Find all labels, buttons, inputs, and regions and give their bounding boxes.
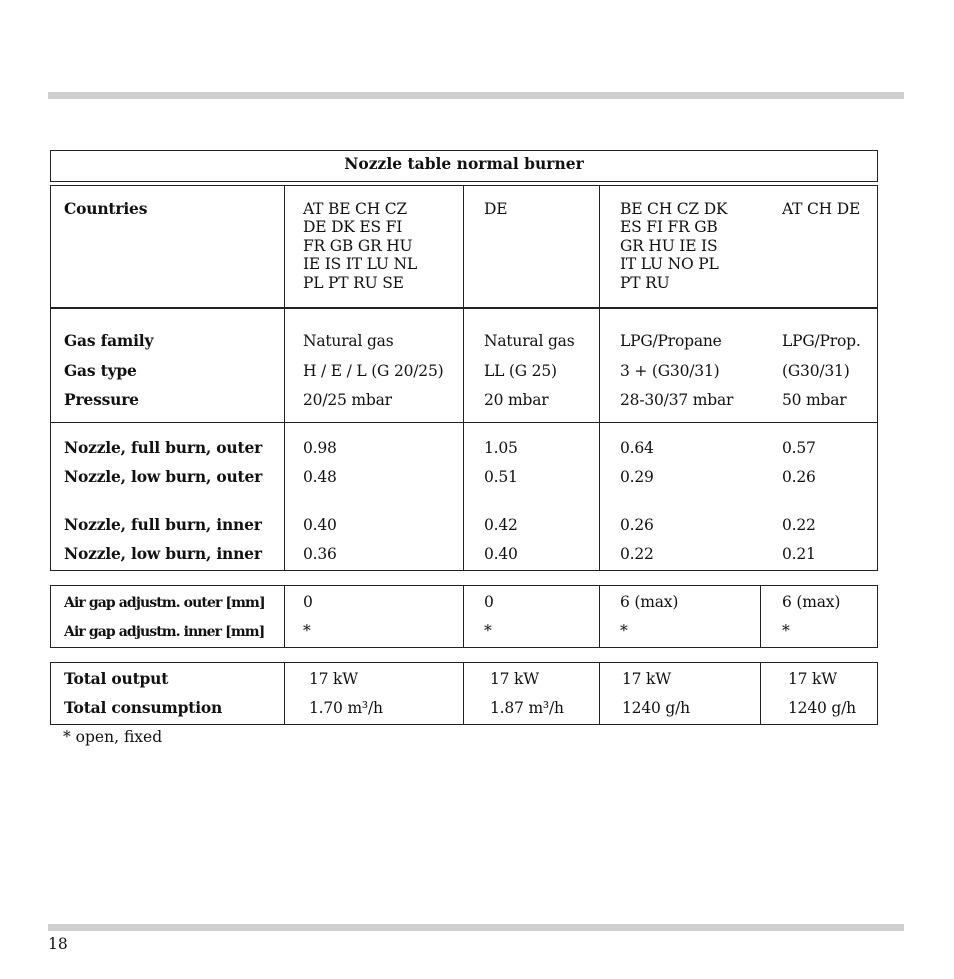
nozzle-full-outer-col-2: 1.05 — [484, 439, 518, 457]
nozzle-full-outer-col-1: 0.98 — [303, 439, 337, 457]
gas-type-col-1: H / E / L (G 20/25) — [303, 362, 444, 380]
label-gas-family: Gas family — [64, 331, 154, 350]
countries-col-2: DE — [484, 200, 508, 218]
tot-col-divider-3 — [599, 663, 600, 724]
total-consumption-col-4: 1240 g/h — [788, 699, 856, 717]
air-col-divider-4 — [760, 586, 761, 647]
gas-family-col-2: Natural gas — [484, 332, 575, 350]
label-nozzle-low-outer: Nozzle, low burn, outer — [64, 467, 263, 486]
gas-type-col-2: LL (G 25) — [484, 362, 557, 380]
total-consumption-col-1: 1.70 m³/h — [309, 699, 383, 717]
nozzle-full-outer-col-3: 0.64 — [620, 439, 654, 457]
label-total-output: Total output — [64, 669, 169, 688]
total-output-col-2: 17 kW — [490, 670, 539, 688]
nozzle-low-outer-col-1: 0.48 — [303, 468, 337, 486]
nozzle-full-inner-col-2: 0.42 — [484, 516, 518, 534]
gas-family-col-3: LPG/Propane — [620, 332, 722, 350]
label-pressure: Pressure — [64, 390, 139, 409]
air-gap-outer-col-2: 0 — [484, 593, 494, 611]
nozzle-full-inner-col-4: 0.22 — [782, 516, 816, 534]
top-rule — [48, 92, 904, 99]
label-gas-type: Gas type — [64, 361, 137, 380]
label-countries: Countries — [64, 199, 148, 218]
nozzle-low-outer-col-4: 0.26 — [782, 468, 816, 486]
nozzle-low-outer-col-2: 0.51 — [484, 468, 518, 486]
countries-col-3: BE CH CZ DK ES FI FR GB GR HU IE IS IT LU NO PL PT RU — [620, 200, 728, 292]
air-col-divider-1 — [284, 586, 285, 647]
col-divider-2 — [463, 186, 464, 570]
label-nozzle-low-inner: Nozzle, low burn, inner — [64, 544, 262, 563]
countries-col-1: AT BE CH CZ DE DK ES FI FR GB GR HU IE IS IT LU NL PL PT RU SE — [303, 200, 417, 292]
air-col-divider-2 — [463, 586, 464, 647]
pressure-col-1: 20/25 mbar — [303, 391, 392, 409]
air-gap-table — [50, 585, 878, 648]
label-nozzle-full-inner: Nozzle, full burn, inner — [64, 515, 262, 534]
nozzle-full-inner-col-1: 0.40 — [303, 516, 337, 534]
totals-table — [50, 662, 878, 725]
pressure-col-4: 50 mbar — [782, 391, 847, 409]
page-number: 18 — [48, 935, 68, 953]
nozzle-full-inner-col-3: 0.26 — [620, 516, 654, 534]
pressure-col-2: 20 mbar — [484, 391, 549, 409]
tot-col-divider-2 — [463, 663, 464, 724]
gas-type-col-4: (G30/31) — [782, 362, 850, 380]
air-gap-inner-col-4: * — [782, 622, 790, 640]
col-divider-1 — [284, 186, 285, 570]
total-output-col-4: 17 kW — [788, 670, 837, 688]
col-divider-3 — [599, 186, 600, 570]
countries-col-4: AT CH DE — [782, 200, 861, 218]
nozzle-low-inner-col-3: 0.22 — [620, 545, 654, 563]
label-total-consumption: Total consumption — [64, 698, 223, 717]
bottom-rule — [48, 924, 904, 931]
air-gap-outer-col-1: 0 — [303, 593, 313, 611]
row-divider-gas — [51, 422, 877, 423]
total-consumption-col-2: 1.87 m³/h — [490, 699, 564, 717]
air-gap-inner-col-3: * — [620, 622, 628, 640]
gas-type-col-3: 3 + (G30/31) — [620, 362, 720, 380]
tot-col-divider-1 — [284, 663, 285, 724]
gas-family-col-4: LPG/Prop. — [782, 332, 861, 350]
nozzle-low-inner-col-1: 0.36 — [303, 545, 337, 563]
table-title: Nozzle table normal burner — [344, 154, 584, 173]
main-table — [50, 185, 878, 571]
pressure-col-3: 28-30/37 mbar — [620, 391, 734, 409]
footnote: * open, fixed — [63, 728, 163, 746]
total-consumption-col-3: 1240 g/h — [622, 699, 690, 717]
air-gap-outer-col-4: 6 (max) — [782, 593, 841, 611]
air-gap-outer-col-3: 6 (max) — [620, 593, 679, 611]
nozzle-low-inner-col-2: 0.40 — [484, 545, 518, 563]
air-gap-inner-col-1: * — [303, 622, 311, 640]
tot-col-divider-4 — [760, 663, 761, 724]
air-col-divider-3 — [599, 586, 600, 647]
nozzle-low-outer-col-3: 0.29 — [620, 468, 654, 486]
table-title-box — [50, 150, 878, 182]
nozzle-low-inner-col-4: 0.21 — [782, 545, 816, 563]
air-gap-inner-col-2: * — [484, 622, 492, 640]
label-air-gap-inner: Air gap adjustm. inner [mm] — [64, 624, 265, 640]
nozzle-full-outer-col-4: 0.57 — [782, 439, 816, 457]
label-nozzle-full-outer: Nozzle, full burn, outer — [64, 438, 263, 457]
total-output-col-1: 17 kW — [309, 670, 358, 688]
label-air-gap-outer: Air gap adjustm. outer [mm] — [64, 595, 265, 611]
total-output-col-3: 17 kW — [622, 670, 671, 688]
gas-family-col-1: Natural gas — [303, 332, 394, 350]
row-divider-countries — [51, 307, 877, 309]
